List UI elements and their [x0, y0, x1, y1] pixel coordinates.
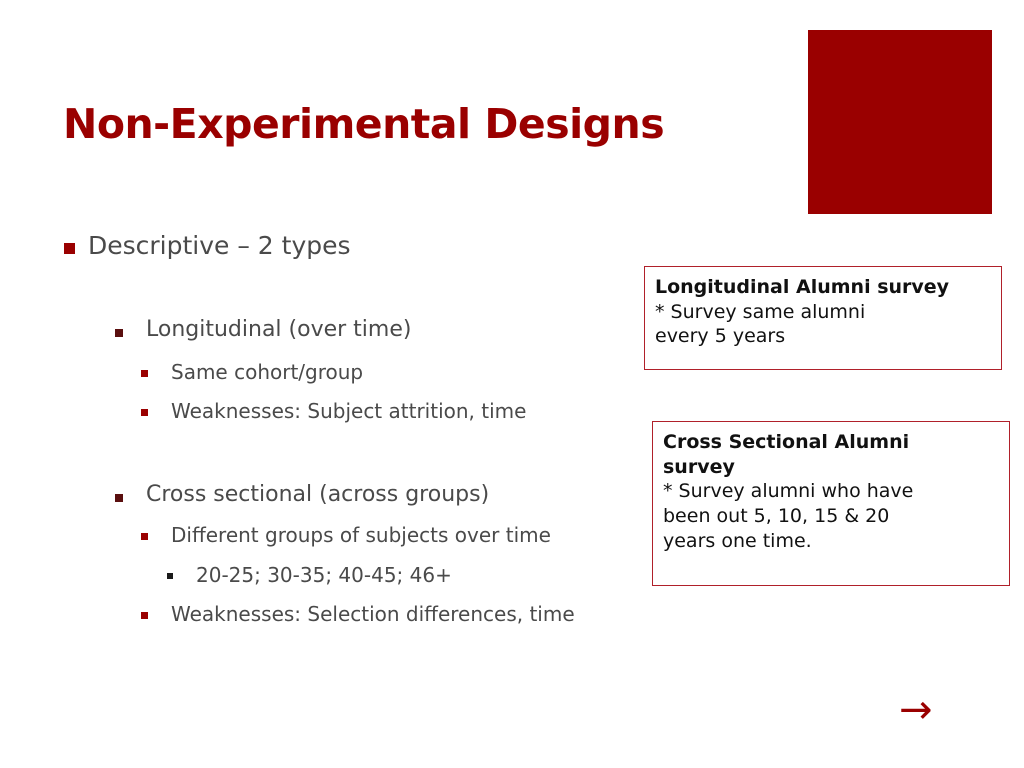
bullet-square-icon [115, 494, 123, 502]
bullet-square-icon [167, 573, 173, 579]
accent-block [808, 30, 992, 214]
bullet-text: Cross sectional (across groups) [146, 482, 490, 507]
bullet-square-icon [141, 409, 148, 416]
callout-body-line: years one time. [663, 529, 812, 552]
callout-body-line: been out 5, 10, 15 & 20 [663, 505, 890, 528]
callout-title: survey [663, 455, 735, 478]
slide-title: Non-Experimental Designs [63, 100, 665, 148]
bullet-text: Different groups of subjects over time [171, 523, 551, 547]
bullet-text: 20-25; 30-35; 40-45; 46+ [196, 563, 452, 587]
bullet-text: Weaknesses: Selection differences, time [171, 602, 575, 626]
right-arrow-icon[interactable]: → [899, 687, 933, 733]
bullet-square-icon [141, 612, 148, 619]
bullet-square-icon [141, 533, 148, 540]
bullet-text: Same cohort/group [171, 360, 364, 384]
callout-body-line: every 5 years [655, 325, 786, 348]
callout-title: Cross Sectional Alumni [663, 431, 910, 453]
bullet-text: Weaknesses: Subject attrition, time [171, 399, 527, 423]
callout-cross-sectional [652, 421, 1010, 586]
callout-body-line: * Survey same alumni [655, 300, 866, 323]
bullet-text: Longitudinal (over time) [146, 317, 412, 342]
callout-body-line: * Survey alumni who have [663, 480, 914, 503]
bullet-square-icon [141, 370, 148, 377]
bullet-square-icon [115, 329, 123, 337]
callout-longitudinal [644, 266, 1002, 370]
bullet-text: Descriptive – 2 types [88, 231, 351, 260]
callout-title: Longitudinal Alumni survey [655, 276, 950, 298]
bullet-square-icon [64, 243, 75, 254]
